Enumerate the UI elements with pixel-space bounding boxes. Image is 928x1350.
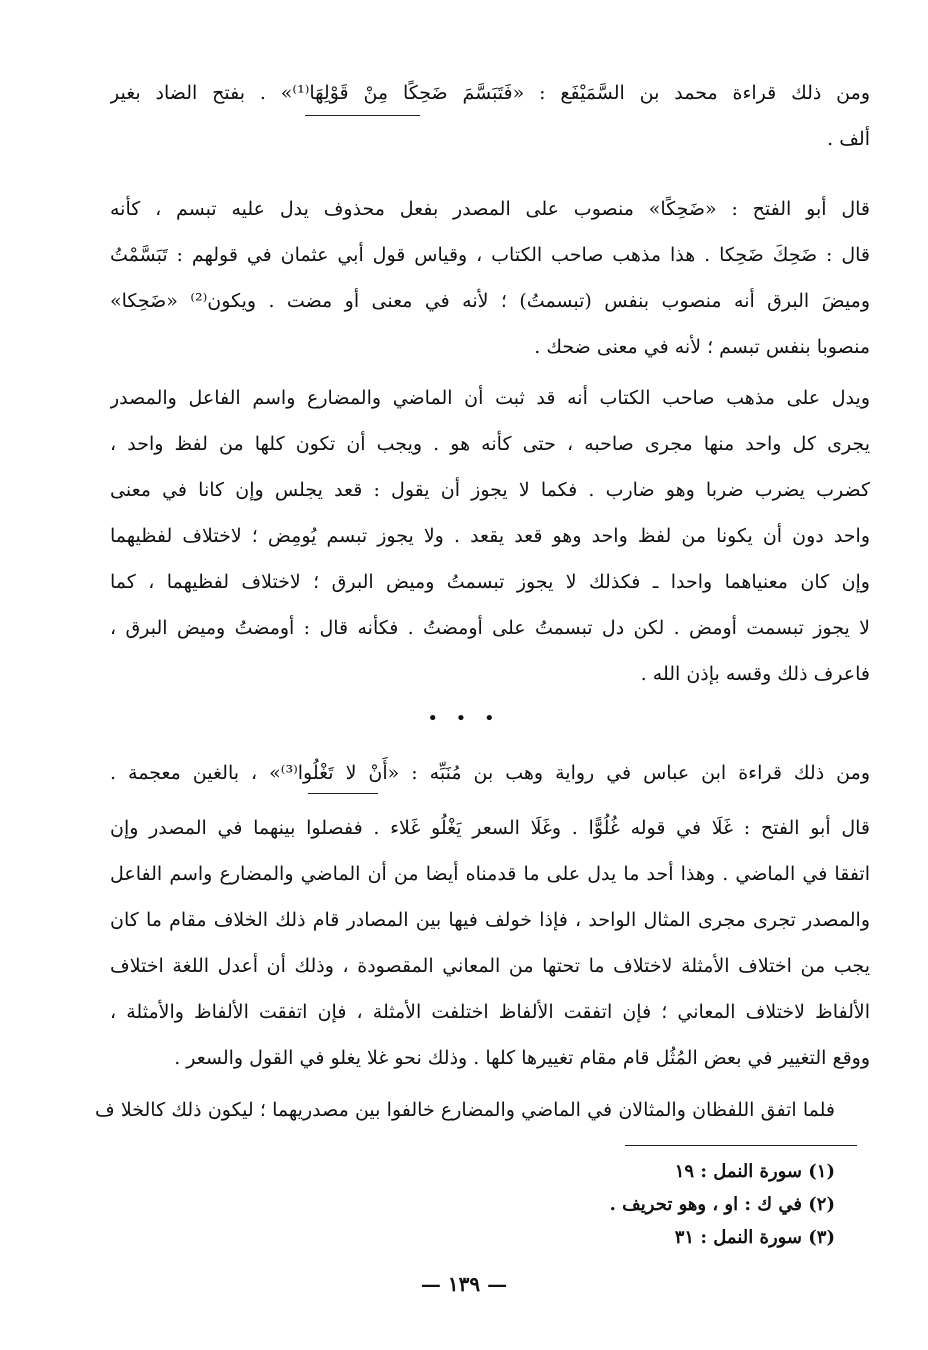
footnote-2: (٢) في ك : او ، وهو تحريف . — [609, 1194, 835, 1215]
paragraph-1 — [110, 70, 870, 162]
page-number: — ١٣٩ — — [420, 1272, 508, 1296]
quote-underline — [305, 115, 420, 116]
text-line: ومن ذلك قراءة ابن عباس في رواية وهب بن مُنَبِّه : «أَنْ لا تَغْلُوا⁽³⁾» ، بالغين معجمة . — [110, 762, 870, 784]
text-line: قال أبو الفتح : «ضَحِكًا» منصوب على المصدر بفعل محذوف يدل عليه تبسم ، كأنه — [110, 198, 870, 220]
text-line: يجب من اختلاف الأمثلة لاختلاف ما تحتها من المعاني المقصودة ، وذلك أن أعدل اللغة اختلاف — [110, 955, 870, 977]
text-line: ومن ذلك قراءة محمد بن السَّمَيْفَع : «فَتَبَسَّمَ ضَحِكًا مِنْ قَوْلِهَا⁽¹⁾» . بفتح الضاد بغير — [110, 82, 870, 104]
paragraph-6 — [95, 1087, 835, 1133]
text-line: يجرى كل واحد منها مجرى صاحبه ، حتى كأنه هو . ويجب أن تكون كلها من لفظ واحد ، — [110, 433, 870, 455]
text-line: واحد دون أن يكونا من لفظ واحد وهو قعد يقعد . ولا يجوز تبسم يُومِض ؛ لاختلاف لفظيهما — [110, 525, 870, 547]
text-line: وإن كان معنياهما واحدا ـ فكذلك لا يجوز تبسمتُ وميض البرق ؛ لاختلاف لفظيهما ، كما — [110, 571, 870, 593]
text-line: والمصدر تجرى مجرى المثال الواحد ، فإذا خولف فيها بين المصادر قام ذلك الخلاف مقام ما كان — [110, 909, 870, 931]
text-line: لا يجوز تبسمت أومض . لكن دل تبسمتُ على أومضتُ . فكأنه قال : أومضتُ وميض البرق ، — [110, 617, 870, 639]
paragraph-4 — [110, 750, 870, 796]
footnote-rule — [625, 1145, 857, 1146]
text-line: الألفاظ لاختلاف المعاني ؛ فإن اتفقت الألفاظ اختلفت الأمثلة ، فإن اتفقت الألفاظ والأمثلة ، — [110, 1001, 870, 1023]
section-separator: • • • — [427, 708, 501, 729]
text-line: اتفقا في الماضي . وهذا أحد ما يدل على ما قدمناه أيضا من أن الماضي والمضارع واسم الفاعل — [110, 863, 870, 885]
paragraph-5 — [110, 805, 870, 1081]
paragraph-3 — [110, 375, 870, 697]
text-line: منصوبا بنفس تبسم ؛ لأنه في معنى ضحك . — [534, 336, 870, 358]
footnote-1: (١) سورة النمل : ١٩ — [674, 1161, 835, 1182]
text-line: قال أبو الفتح : غَلَا في قوله غُلُوًّا . وغَلَا السعر يَغْلُو غَلاء . ففصلوا بينهما في المصدر وإن — [110, 817, 870, 839]
footnotes — [520, 1155, 835, 1254]
footnote-3: (٣) سورة النمل : ٣١ — [674, 1227, 835, 1248]
text-line: كضرب يضرب ضربا وهو ضارب . فكما لا يجوز أن يقول : قعد يجلس وإن كانا في معنى — [110, 479, 870, 501]
text-line: وميضَ البرق أنه منصوب بنفس (تبسمتُ) ؛ لأنه في معنى أو مضت . ويكون⁽²⁾ «ضَحِكا» — [110, 290, 870, 312]
text-line: قال : ضَحِكَ ضَحِكا . هذا مذهب صاحب الكتاب ، وقياس قول أبي عثمان في قولهم : تَبَسَّمْتُ — [110, 244, 870, 266]
text-line: ويدل على مذهب صاحب الكتاب أنه قد ثبت أن الماضي والمضارع واسم الفاعل والمصدر — [110, 387, 870, 409]
text-line: ألف . — [827, 128, 870, 150]
quote-underline — [308, 793, 378, 794]
text-line: فلما اتفق اللفظان والمثالان في الماضي والمضارع خالفوا بين مصدريهما ؛ ليكون ذلك كالخلا ف — [95, 1099, 835, 1121]
paragraph-2 — [110, 186, 870, 370]
text-line: فاعرف ذلك وقسه بإذن الله . — [640, 663, 870, 685]
text-line: ووقع التغيير في بعض المُثُل قام مقام تغييرها كلها . وذلك نحو غلا يغلو في القول والسعر . — [174, 1047, 870, 1069]
